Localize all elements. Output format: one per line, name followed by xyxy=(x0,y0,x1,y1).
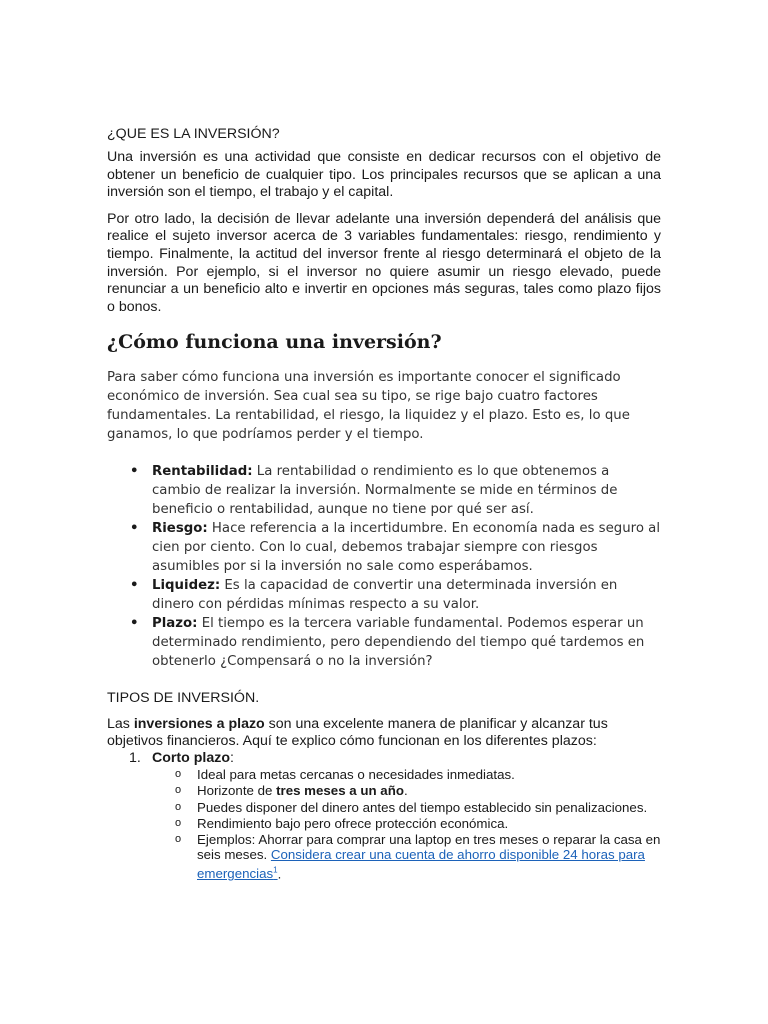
list-item: o Ejemplos: Ahorrar para comprar una laptop en tres meses o reparar la casa en seis meses. Considera crear una cuenta de ahorro disponible 24 horas para emergencias$^1$. xyxy=(175,831,661,882)
list-item: o Ideal para metas cercanas o necesidades inmediatas. xyxy=(175,767,515,783)
factors-list xyxy=(107,462,661,671)
list-item: o Horizonte de tres meses a un año. xyxy=(175,783,408,799)
bullet-icon: • xyxy=(130,521,139,537)
list-item: o Rendimiento bajo pero ofrece protección económica. xyxy=(175,815,509,831)
section-heading-tipos: TIPOS DE INVERSIÓN. xyxy=(107,690,260,707)
paragraph-definition: Una inversión es una actividad que consiste en dedicar recursos con el objetivo de obtener un beneficio de cualquier tipo. Los principales recursos que se aplican a una inversión son el tiempo, el trabajo y el capital. xyxy=(107,149,661,201)
list-item: • Plazo: El tiempo es la tercera variable fundamental. Podemos esperar un determinado rendimiento, pero dependiendo del tiempo qué tardemos en obtenerlo ¿Compensará o no la inversión? xyxy=(130,616,645,670)
ahorro-emergencias-link[interactable]: Considera crear una cuenta de ahorro disponible 24 horas para emergencias$^1$ xyxy=(197,847,645,882)
corto-plazo-sublist xyxy=(107,767,661,882)
list-item: • Rentabilidad: La rentabilidad o rendimiento es lo que obtenemos a cambio de realizar la inversión. Normalmente se mide en términos de beneficio o rentabilidad, aunque no tiene por qué ser así. xyxy=(130,464,618,518)
bullet-icon: • xyxy=(130,464,139,480)
list-item: • Liquidez: Es la capacidad de convertir una determinada inversión en dinero con pérdidas mínimas respecto a su valor. xyxy=(130,578,618,613)
numbered-item-corto-plazo: 1. Corto plazo: xyxy=(129,750,234,767)
section-heading-como-funciona: ¿Cómo funciona una inversión? xyxy=(107,331,442,354)
circle-bullet-icon: o xyxy=(175,816,182,829)
circle-bullet-icon: o xyxy=(175,768,182,781)
section-heading-que-es: ¿QUE ES LA INVERSIÓN? xyxy=(107,126,280,142)
paragraph-tipos-intro: Las inversiones a plazo son una excelente manera de planificar y alcanzar tus objetivos financieros. Aquí te explico cómo funcionan en los diferentes plazos: xyxy=(107,716,608,750)
circle-bullet-icon: o xyxy=(175,784,182,797)
paragraph-decision: Por otro lado, la decisión de llevar adelante una inversión dependerá del análisis que realice el sujeto inversor acerca de 3 variables fundamentales: riesgo, rendimiento y tiempo. Finalmente, la actitud del inversor frente al riesgo determinará el objeto de la inversión. Por ejemplo, si el inversor no quiere asumir un riesgo elevado, puede renunciar a un beneficio alto e invertir en opciones más seguras, tales como plazo fijos o bonos. xyxy=(107,210,661,315)
circle-bullet-icon: o xyxy=(175,800,182,813)
bullet-icon: • xyxy=(130,616,139,632)
list-item: o Puedes disponer del dinero antes del tiempo establecido sin penalizaciones. xyxy=(175,799,648,815)
circle-bullet-icon: o xyxy=(175,832,182,845)
document-page xyxy=(107,125,661,882)
paragraph-como-funciona: Para saber cómo funciona una inversión es importante conocer el significado económico de inversión. Sea cual sea su tipo, se rige bajo cuatro factores fundamentales. La rentabilidad, el riesgo, la liquidez y el plazo. Esto es, lo que ganamos, lo que podríamos perder y el tiempo. xyxy=(107,370,630,443)
bullet-icon: • xyxy=(130,578,139,594)
list-item: • Riesgo: Hace referencia a la incertidumbre. En economía nada es seguro al cien por ciento. Con lo cual, debemos trabajar siempre con riesgos asumibles por si la inversión no sale como esperábamos. xyxy=(130,521,661,575)
